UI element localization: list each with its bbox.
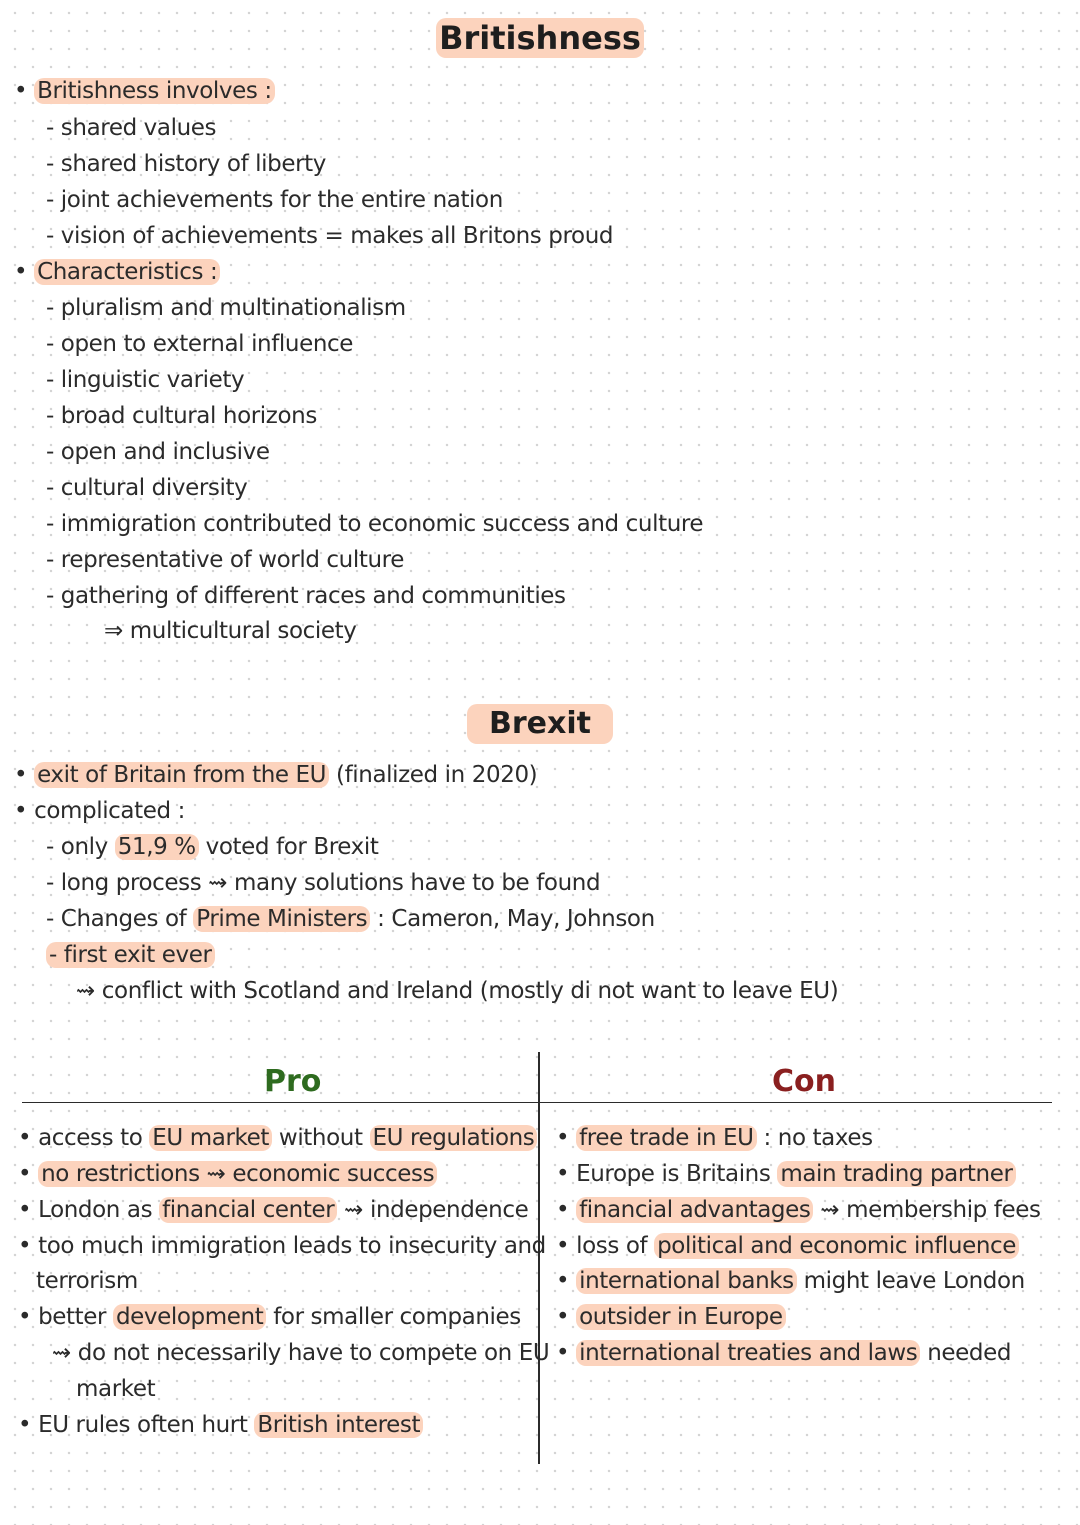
involves-label: Britishness involves : bbox=[34, 78, 275, 104]
bullet-icon: • bbox=[14, 798, 35, 824]
bullet-icon: • bbox=[14, 259, 35, 285]
bullet-icon: • bbox=[556, 1233, 577, 1259]
first-exit-line bbox=[46, 940, 215, 970]
con-highlight: financial advantages bbox=[576, 1197, 813, 1223]
brexit-title: Brexit bbox=[467, 704, 613, 744]
con-item bbox=[556, 1159, 1016, 1189]
table-divider-horizontal bbox=[22, 1102, 1052, 1103]
con-highlight: free trade in EU bbox=[576, 1125, 757, 1151]
bullet-icon: • bbox=[18, 1304, 39, 1330]
pro-text: too much immigration leads to insecurity and bbox=[38, 1233, 546, 1259]
con-item bbox=[556, 1266, 1025, 1296]
involves-item: - shared values bbox=[46, 115, 217, 141]
con-heading: Con bbox=[772, 1064, 836, 1099]
multicultural-conclusion: ⇒ multicultural society bbox=[104, 618, 357, 644]
bullet-icon: • bbox=[18, 1412, 39, 1438]
bullet-icon: • bbox=[556, 1304, 577, 1330]
con-item bbox=[556, 1302, 786, 1332]
characteristics-item: - immigration contributed to economic success and culture bbox=[46, 511, 704, 537]
con-text: needed bbox=[920, 1340, 1012, 1366]
pro-item bbox=[18, 1195, 528, 1225]
pm-pre: - Changes of bbox=[46, 906, 194, 932]
involves-item: - joint achievements for the entire nation bbox=[46, 187, 503, 213]
pro-highlight: EU regulations bbox=[370, 1125, 538, 1151]
conflict-line: ⇝ conflict with Scotland and Ireland (mostly di not want to leave EU) bbox=[76, 978, 839, 1004]
pro-highlight: development bbox=[113, 1304, 266, 1330]
pro-heading: Pro bbox=[264, 1064, 322, 1099]
pro-text: without bbox=[272, 1125, 370, 1151]
pro-text: London as bbox=[38, 1197, 160, 1223]
con-text: loss of bbox=[576, 1233, 655, 1259]
pro-text: better bbox=[38, 1304, 113, 1330]
characteristics-label: Characteristics : bbox=[34, 259, 220, 285]
britishness-title: Britishness bbox=[436, 18, 644, 58]
bullet-icon: • bbox=[18, 1197, 39, 1223]
pro-subitem-continued: market bbox=[76, 1376, 156, 1402]
involves-item: - vision of achievements = makes all Britons proud bbox=[46, 223, 614, 249]
con-item bbox=[556, 1338, 1011, 1368]
con-text: Europe is Britains bbox=[576, 1161, 778, 1187]
bullet-icon: • bbox=[556, 1197, 577, 1223]
pro-item bbox=[18, 1302, 521, 1332]
pm-post: : Cameron, May, Johnson bbox=[370, 906, 655, 932]
complicated-label: complicated : bbox=[34, 798, 185, 824]
brexit-definition bbox=[14, 760, 537, 790]
bullet-icon: • bbox=[18, 1125, 39, 1151]
con-item bbox=[556, 1123, 873, 1153]
con-highlight: outsider in Europe bbox=[576, 1304, 786, 1330]
bullet-icon: • bbox=[14, 762, 35, 788]
con-highlight: political and economic influence bbox=[654, 1233, 1019, 1259]
con-text: : no taxes bbox=[756, 1125, 873, 1151]
con-highlight: main trading partner bbox=[777, 1161, 1015, 1187]
britishness-title-wrap bbox=[0, 18, 1080, 58]
con-item bbox=[556, 1195, 1041, 1225]
vote-post: voted for Brexit bbox=[198, 834, 379, 860]
vote-pre: - only bbox=[46, 834, 115, 860]
characteristics-item: - cultural diversity bbox=[46, 475, 248, 501]
pm-highlight: Prime Ministers bbox=[193, 906, 370, 932]
bullet-icon: • bbox=[556, 1268, 577, 1294]
characteristics-item: - gathering of different races and communities bbox=[46, 583, 566, 609]
bullet-icon: • bbox=[556, 1125, 577, 1151]
bullet-icon: • bbox=[18, 1233, 39, 1259]
brexit-definition-date: (finalized in 2020) bbox=[329, 762, 538, 788]
con-text: might leave London bbox=[796, 1268, 1025, 1294]
pro-item bbox=[18, 1159, 437, 1189]
brexit-title-wrap bbox=[0, 704, 1080, 744]
characteristics-item: - open to external influence bbox=[46, 331, 354, 357]
con-highlight: international banks bbox=[576, 1268, 797, 1294]
involves-item: - shared history of liberty bbox=[46, 151, 326, 177]
pro-text: access to bbox=[38, 1125, 150, 1151]
pro-highlight: British interest bbox=[254, 1412, 423, 1438]
pro-item bbox=[18, 1410, 423, 1440]
brexit-definition-highlight: exit of Britain from the EU bbox=[34, 762, 329, 788]
pro-text: ⇝ independence bbox=[337, 1197, 529, 1223]
pro-highlight: financial center bbox=[159, 1197, 337, 1223]
process-line: - long process ⇝ many solutions have to be found bbox=[46, 870, 601, 896]
pm-line bbox=[46, 904, 655, 934]
bullet-icon: • bbox=[18, 1161, 39, 1187]
involves-heading bbox=[14, 76, 275, 106]
con-text: ⇝ membership fees bbox=[813, 1197, 1041, 1223]
pro-subitem: ⇝ do not necessarily have to compete on EU bbox=[52, 1340, 550, 1366]
characteristics-item: - representative of world culture bbox=[46, 547, 404, 573]
characteristics-item: - pluralism and multinationalism bbox=[46, 295, 406, 321]
con-highlight: international treaties and laws bbox=[576, 1340, 920, 1366]
pro-item bbox=[18, 1231, 546, 1261]
complicated-heading bbox=[14, 796, 185, 826]
characteristics-heading bbox=[14, 257, 220, 287]
bullet-icon: • bbox=[14, 78, 35, 104]
pro-text: EU rules often hurt bbox=[38, 1412, 255, 1438]
vote-line bbox=[46, 832, 378, 862]
bullet-icon: • bbox=[556, 1340, 577, 1366]
pro-item bbox=[18, 1123, 537, 1153]
pro-text: for smaller companies bbox=[266, 1304, 521, 1330]
pro-item-continued: terrorism bbox=[36, 1268, 138, 1294]
vote-value: 51,9 % bbox=[115, 834, 199, 860]
bullet-icon: • bbox=[556, 1161, 577, 1187]
pro-highlight: EU market bbox=[149, 1125, 272, 1151]
first-exit-highlight: - first exit ever bbox=[46, 942, 215, 968]
con-item bbox=[556, 1231, 1019, 1261]
pro-highlight: no restrictions ⇝ economic success bbox=[38, 1161, 437, 1187]
characteristics-item: - linguistic variety bbox=[46, 367, 245, 393]
characteristics-item: - broad cultural horizons bbox=[46, 403, 317, 429]
characteristics-item: - open and inclusive bbox=[46, 439, 270, 465]
